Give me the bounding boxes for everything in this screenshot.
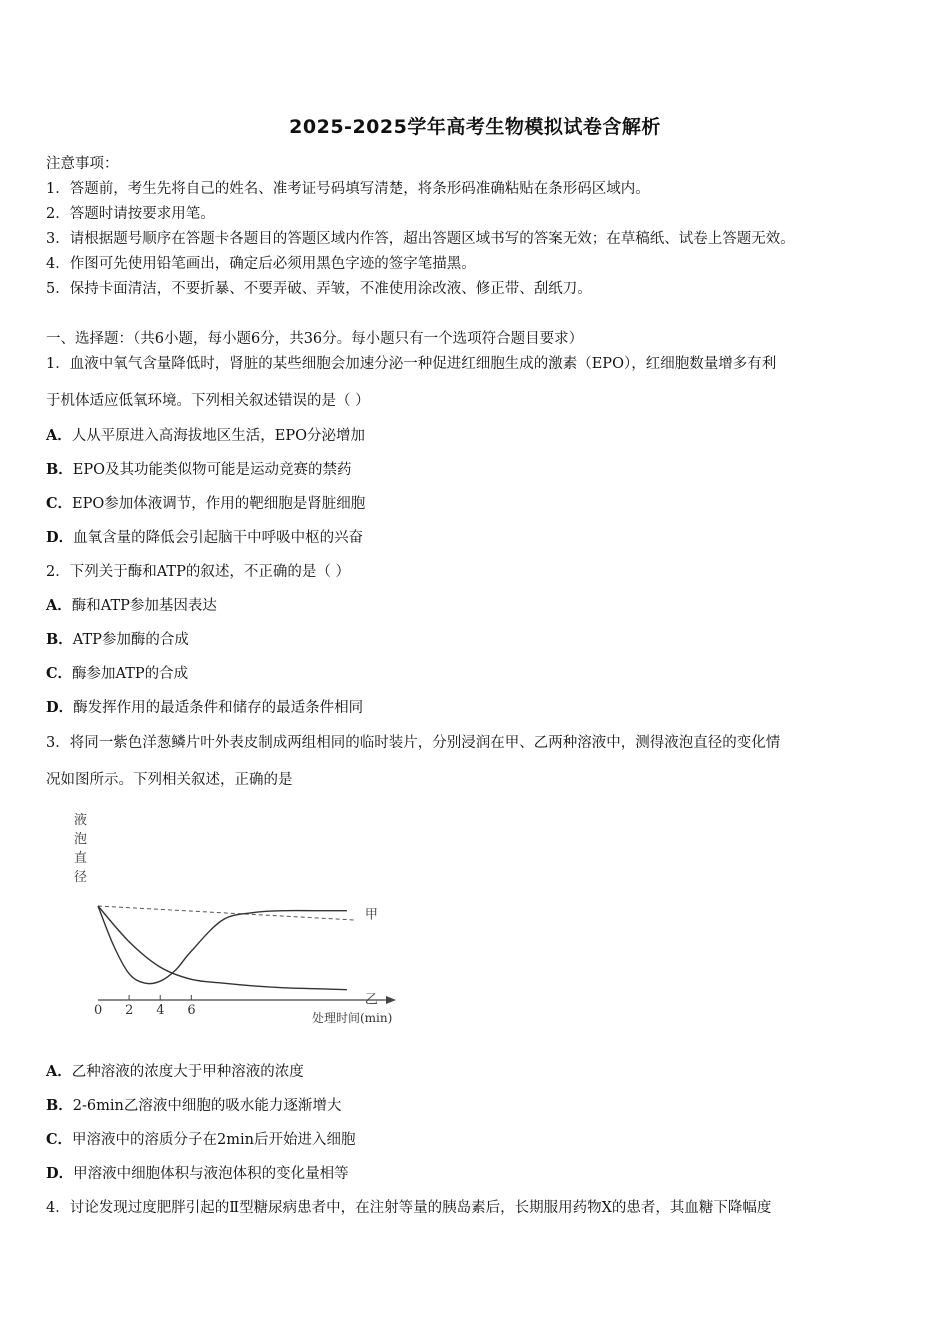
section-heading: 一、选择题：（共6小题，每小题6分，共36分。每小题只有一个选项符合题目要求） xyxy=(46,331,584,347)
vacuole-diameter-chart xyxy=(66,804,416,1034)
q1-option-c: C．EPO参加体液调节，作用的靶细胞是肾脏细胞 xyxy=(46,495,366,512)
page-title: 2025-2025学年高考生物模拟试卷含解析 xyxy=(289,116,661,138)
question-1-stem: 1．血液中氧气含量降低时，肾脏的某些细胞会加速分泌一种促进红细胞生成的激素（EPO），红细胞数量增多有利 xyxy=(46,356,777,372)
question-1-stem-cont: 于机体适应低氧环境。下列相关叙述错误的是（ ） xyxy=(46,393,370,409)
x-tick-label: 4 xyxy=(156,1003,165,1018)
series-line-yi xyxy=(98,906,347,990)
y-axis-label-char: 直 xyxy=(74,851,88,866)
x-axis-arrow xyxy=(386,996,396,1004)
y-axis-label-char: 液 xyxy=(74,813,88,828)
x-tick-label: 2 xyxy=(125,1003,134,1018)
q1-option-d: D．血氧含量的降低会引起脑干中呼吸中枢的兴奋 xyxy=(46,529,364,546)
x-tick-label: 6 xyxy=(187,1003,196,1018)
q3-option-b: B．2-6min乙溶液中细胞的吸水能力逐渐增大 xyxy=(46,1097,342,1114)
question-4-stem: 4．讨论发现过度肥胖引起的Ⅱ型糖尿病患者中，在注射等量的胰岛素后，长期服用药物X的患者，其血糖下降幅度 xyxy=(46,1200,772,1216)
notice-item: 2．答题时请按要求用笔。 xyxy=(46,206,215,222)
notice-item: 5．保持卡面清洁，不要折暴、不要弄破、弄皱，不准使用涂改液、修正带、刮纸刀。 xyxy=(46,281,592,297)
q2-option-c: C．酶参加ATP的合成 xyxy=(46,665,189,682)
series-label-yi: 乙 xyxy=(364,992,378,1008)
x-axis-label: 处理时间(min) xyxy=(312,1011,393,1025)
q1-option-a: A．人从平原进入高海拔地区生活，EPO分泌增加 xyxy=(46,427,365,444)
y-axis-label-char: 泡 xyxy=(74,832,88,847)
notice-item: 4．作图可先使用铅笔画出，确定后必须用黑色字迹的签字笔描黑。 xyxy=(46,256,476,272)
question-3-stem: 3．将同一紫色洋葱鳞片叶外表皮制成两组相同的临时装片，分别浸润在甲、乙两种溶液中，测得液泡直径的变化情 xyxy=(46,735,781,751)
q1-option-b: B．EPO及其功能类似物可能是运动竞赛的禁药 xyxy=(46,461,352,478)
chart-svg xyxy=(66,804,416,1034)
series-label-jia: 甲 xyxy=(364,907,378,923)
question-2-stem: 2．下列关于酶和ATP的叙述，不正确的是（ ） xyxy=(46,564,350,580)
q3-option-a: A．乙种溶液的浓度大于甲种溶液的浓度 xyxy=(46,1063,304,1080)
q2-option-a: A．酶和ATP参加基因表达 xyxy=(46,597,217,614)
notice-item: 1．答题前，考生先将自己的姓名、准考证号码填写清楚，将条形码准确粘贴在条形码区域内。 xyxy=(46,181,650,197)
q2-option-b: B．ATP参加酶的合成 xyxy=(46,631,189,648)
q3-option-c: C．甲溶液中的溶质分子在2min后开始进入细胞 xyxy=(46,1131,356,1148)
question-3-stem-cont: 况如图所示。下列相关叙述，正确的是 xyxy=(46,772,293,788)
notice-heading: 注意事项： xyxy=(46,156,119,172)
q2-option-d: D．酶发挥作用的最适条件和储存的最适条件相同 xyxy=(46,699,364,716)
notice-item: 3．请根据题号顺序在答题卡各题目的答题区域内作答，超出答题区域书写的答案无效；在草稿纸、试卷上答题无效。 xyxy=(46,231,795,247)
y-axis-label-char: 径 xyxy=(74,870,88,885)
x-tick-label: 0 xyxy=(94,1003,103,1018)
y-axis-label xyxy=(74,812,87,885)
q3-option-d: D．甲溶液中细胞体积与液泡体积的变化量相等 xyxy=(46,1165,349,1182)
